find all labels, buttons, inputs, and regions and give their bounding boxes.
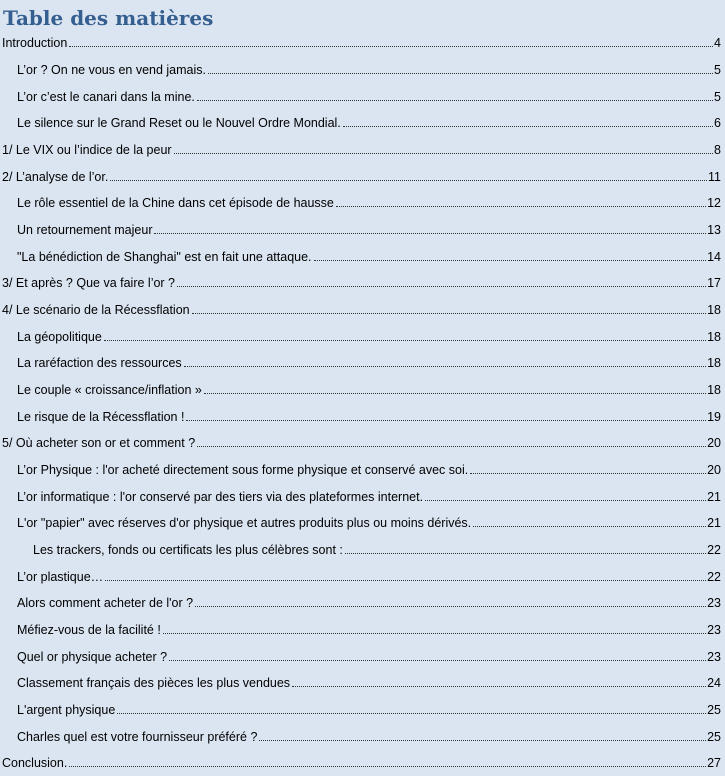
toc-page-number: 11: [708, 170, 721, 184]
toc-entry[interactable]: [17, 512, 721, 530]
toc-entry[interactable]: [17, 459, 721, 477]
toc-page-number: 22: [707, 570, 721, 584]
toc-page-number: 19: [707, 410, 721, 424]
toc-page-number: 23: [707, 596, 721, 610]
toc-entry[interactable]: [2, 752, 721, 770]
toc-leader-dots: [186, 420, 706, 421]
toc-page-number: 13: [707, 223, 721, 237]
toc-entry[interactable]: [2, 32, 721, 50]
toc-page-number: 12: [707, 196, 721, 210]
toc-entry-text: L’or Physique : l'or acheté directement sous forme physique et conservé avec soi.: [17, 463, 469, 477]
toc-entry-text: 5/ Où acheter son or et comment ?: [2, 436, 196, 450]
toc-entry[interactable]: [17, 486, 721, 504]
toc-page-number: 14: [707, 250, 721, 264]
toc-page-number: 20: [707, 436, 721, 450]
toc-entry[interactable]: [17, 219, 721, 237]
toc-page-number: 4: [714, 36, 721, 50]
toc-entry-text: Quel or physique acheter ?: [17, 650, 168, 664]
toc-leader-dots: [425, 500, 706, 501]
toc-leader-dots: [208, 73, 713, 74]
toc-entry-text: Classement français des pièces les plus vendues: [17, 676, 291, 690]
toc-entry[interactable]: [17, 699, 721, 717]
toc-entry-text: Alors comment acheter de l'or ?: [17, 596, 194, 610]
toc-entry[interactable]: [17, 646, 721, 664]
toc-entry-text: La raréfaction des ressources: [17, 356, 182, 370]
toc-entry-text: Un retournement majeur: [17, 223, 153, 237]
toc-leader-dots: [314, 260, 707, 261]
toc-page-number: 5: [714, 63, 721, 77]
toc-entry-text: Conclusion.: [2, 756, 68, 770]
toc-leader-dots: [197, 100, 713, 101]
toc-entry-text: Le silence sur le Grand Reset ou le Nouvel Ordre Mondial.: [17, 116, 341, 130]
toc-entry-text: L'argent physique: [17, 703, 116, 717]
toc-page-number: 25: [707, 730, 721, 744]
toc-entry-text: L’or plastique…: [17, 570, 104, 584]
toc-leader-dots: [169, 660, 706, 661]
toc-title: Table des matières: [3, 6, 214, 30]
toc-entry-text: Introduction: [2, 36, 68, 50]
toc-leader-dots: [195, 606, 706, 607]
toc-entry-text: Méfiez-vous de la facilité !: [17, 623, 161, 637]
toc-leader-dots: [69, 46, 713, 47]
toc-entry-text: 2/ L’analyse de l’or.: [2, 170, 109, 184]
toc-leader-dots: [336, 206, 706, 207]
toc-entry[interactable]: [2, 299, 721, 317]
toc-page-number: 24: [707, 676, 721, 690]
toc-entry[interactable]: [33, 539, 721, 557]
toc-entry[interactable]: [17, 406, 721, 424]
toc-leader-dots: [105, 580, 706, 581]
toc-entry[interactable]: [17, 59, 721, 77]
toc-leader-dots: [104, 340, 706, 341]
toc-leader-dots: [343, 126, 713, 127]
toc-entry-text: Le risque de la Récessflation !: [17, 410, 185, 424]
toc-page-number: 22: [707, 543, 721, 557]
toc-entry[interactable]: [17, 592, 721, 610]
toc-page-number: 5: [714, 90, 721, 104]
toc-page-number: 23: [707, 650, 721, 664]
toc-leader-dots: [117, 713, 706, 714]
toc-page-number: 23: [707, 623, 721, 637]
toc-entry-text: L’or informatique : l'or conservé par des tiers via des plateformes internet.: [17, 490, 424, 504]
toc-entry-text: L’or ? On ne vous en vend jamais.: [17, 63, 207, 77]
toc-entry[interactable]: [2, 139, 721, 157]
toc-entry[interactable]: [17, 326, 721, 344]
toc-page-number: 18: [707, 383, 721, 397]
toc-leader-dots: [163, 633, 706, 634]
toc-leader-dots: [345, 553, 706, 554]
toc-entry[interactable]: [17, 112, 721, 130]
toc-leader-dots: [204, 393, 706, 394]
toc-leader-dots: [69, 766, 706, 767]
toc-leader-dots: [292, 686, 706, 687]
toc-entry-text: Les trackers, fonds ou certificats les plus célèbres sont :: [33, 543, 343, 557]
toc-entry-text: L'or "papier" avec réserves d'or physique et autres produits plus ou moins dérivés.: [17, 516, 472, 530]
toc-page-number: 17: [707, 276, 721, 290]
toc-entry[interactable]: [17, 352, 721, 370]
toc-entry[interactable]: [17, 672, 721, 690]
toc-leader-dots: [470, 473, 706, 474]
toc-entry-text: "La bénédiction de Shanghai" est en fait une attaque.: [17, 250, 312, 264]
toc-leader-dots: [177, 286, 706, 287]
toc-entry[interactable]: [17, 379, 721, 397]
toc-entry-text: Charles quel est votre fournisseur préféré ?: [17, 730, 258, 744]
toc-page-number: 18: [707, 330, 721, 344]
toc-leader-dots: [473, 526, 706, 527]
toc-page-number: 18: [707, 303, 721, 317]
toc-leader-dots: [184, 366, 706, 367]
toc-entry[interactable]: [17, 192, 721, 210]
toc-entry[interactable]: [17, 246, 721, 264]
toc-entry[interactable]: [2, 432, 721, 450]
toc-entry[interactable]: [17, 86, 721, 104]
toc-page-number: 8: [714, 143, 721, 157]
toc-entry-text: L’or c’est le canari dans la mine.: [17, 90, 195, 104]
toc-leader-dots: [197, 446, 706, 447]
toc-entry-text: 3/ Et après ? Que va faire l’or ?: [2, 276, 176, 290]
toc-entry[interactable]: [17, 566, 721, 584]
toc-entry[interactable]: [2, 166, 721, 184]
toc-entry[interactable]: [17, 726, 721, 744]
toc-page-number: 18: [707, 356, 721, 370]
toc-leader-dots: [154, 233, 706, 234]
toc-page-number: 25: [707, 703, 721, 717]
toc-entry-text: La géopolitique: [17, 330, 102, 344]
toc-page-number: 21: [707, 490, 721, 504]
toc-entry[interactable]: [2, 272, 721, 290]
toc-entry-text: Le couple « croissance/inflation »: [17, 383, 202, 397]
toc-leader-dots: [110, 180, 707, 181]
toc-page-number: 6: [714, 116, 721, 130]
toc-leader-dots: [174, 153, 713, 154]
toc-page-number: 27: [707, 756, 721, 770]
toc-entry[interactable]: [17, 619, 721, 637]
toc-entry-text: 1/ Le VIX ou l’indice de la peur: [2, 143, 172, 157]
toc-entry-text: 4/ Le scénario de la Récessflation: [2, 303, 190, 317]
toc-page-number: 20: [707, 463, 721, 477]
toc-entry-text: Le rôle essentiel de la Chine dans cet épisode de hausse: [17, 196, 334, 210]
toc-leader-dots: [192, 313, 706, 314]
toc-leader-dots: [259, 740, 706, 741]
toc-page-number: 21: [707, 516, 721, 530]
